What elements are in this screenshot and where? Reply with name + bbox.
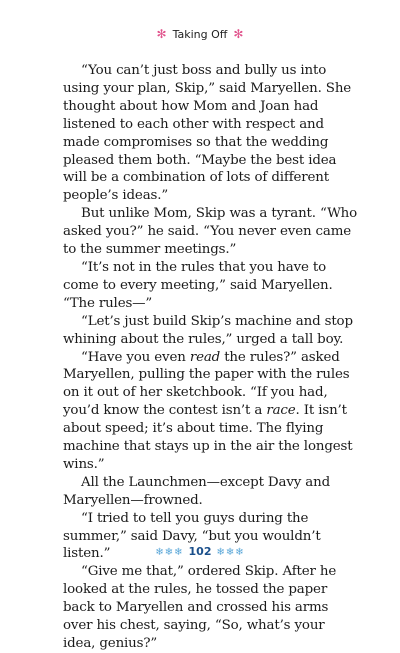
- flower-ornament-icon: ✻: [156, 27, 167, 41]
- snowflake-ornament-icon: ❄❄❄: [155, 547, 184, 558]
- paragraph: “Give me that,” ordered Skip. After he looked at the rules, he tossed the paper back to Maryellen and crossed his arms over his chest, saying, “So, what’s your idea, genius?”: [63, 564, 337, 651]
- flower-ornament-icon: ✻: [233, 27, 244, 41]
- paragraph: “You can’t just boss and bully us into using your plan, Skip,” said Maryellen. She thought about how Mom and Joan had listened to each other with respect and made compromises so that the wedding pleased them both. “Maybe the best idea will be a combination of lots of different people’s ideas.”: [63, 63, 352, 204]
- emphasis: read: [189, 349, 221, 365]
- paragraph: [63, 349, 359, 474]
- text-run: the rules?” asked Maryellen, pulling the paper with the rules on it out of her sketchbook. “If you had, you’d know the contest isn’t a: [63, 349, 350, 419]
- page-number: 102: [188, 545, 212, 558]
- text-run: “Have you even: [81, 349, 190, 365]
- paragraph: “I tried to tell you guys during the summer,” said Davy, “but you wouldn’t listen.”: [63, 510, 321, 562]
- paragraph: But unlike Mom, Skip was a tyrant. “Who asked you?” he said. “You never even came to the summer meetings.”: [63, 206, 358, 258]
- emphasis: race: [266, 403, 296, 419]
- paragraph: “It’s not in the rules that you have to come to every meeting,” said Maryellen. “The rules—”: [63, 259, 333, 311]
- text-run: . It isn’t about speed; it’s about time. The flying machine that stays up in the air the longest wins.”: [63, 403, 353, 472]
- chapter-title: Taking Off: [172, 28, 228, 41]
- body-text: [63, 62, 359, 653]
- snowflake-ornament-icon: ❄❄❄: [216, 547, 245, 558]
- running-header: [0, 27, 400, 41]
- paragraph: “Let’s just build Skip’s machine and stop whining about the rules,” urged a tall boy.: [63, 313, 353, 347]
- paragraph: All the Launchmen—except Davy and Maryellen—frowned.: [63, 474, 331, 508]
- page-footer: [0, 545, 400, 558]
